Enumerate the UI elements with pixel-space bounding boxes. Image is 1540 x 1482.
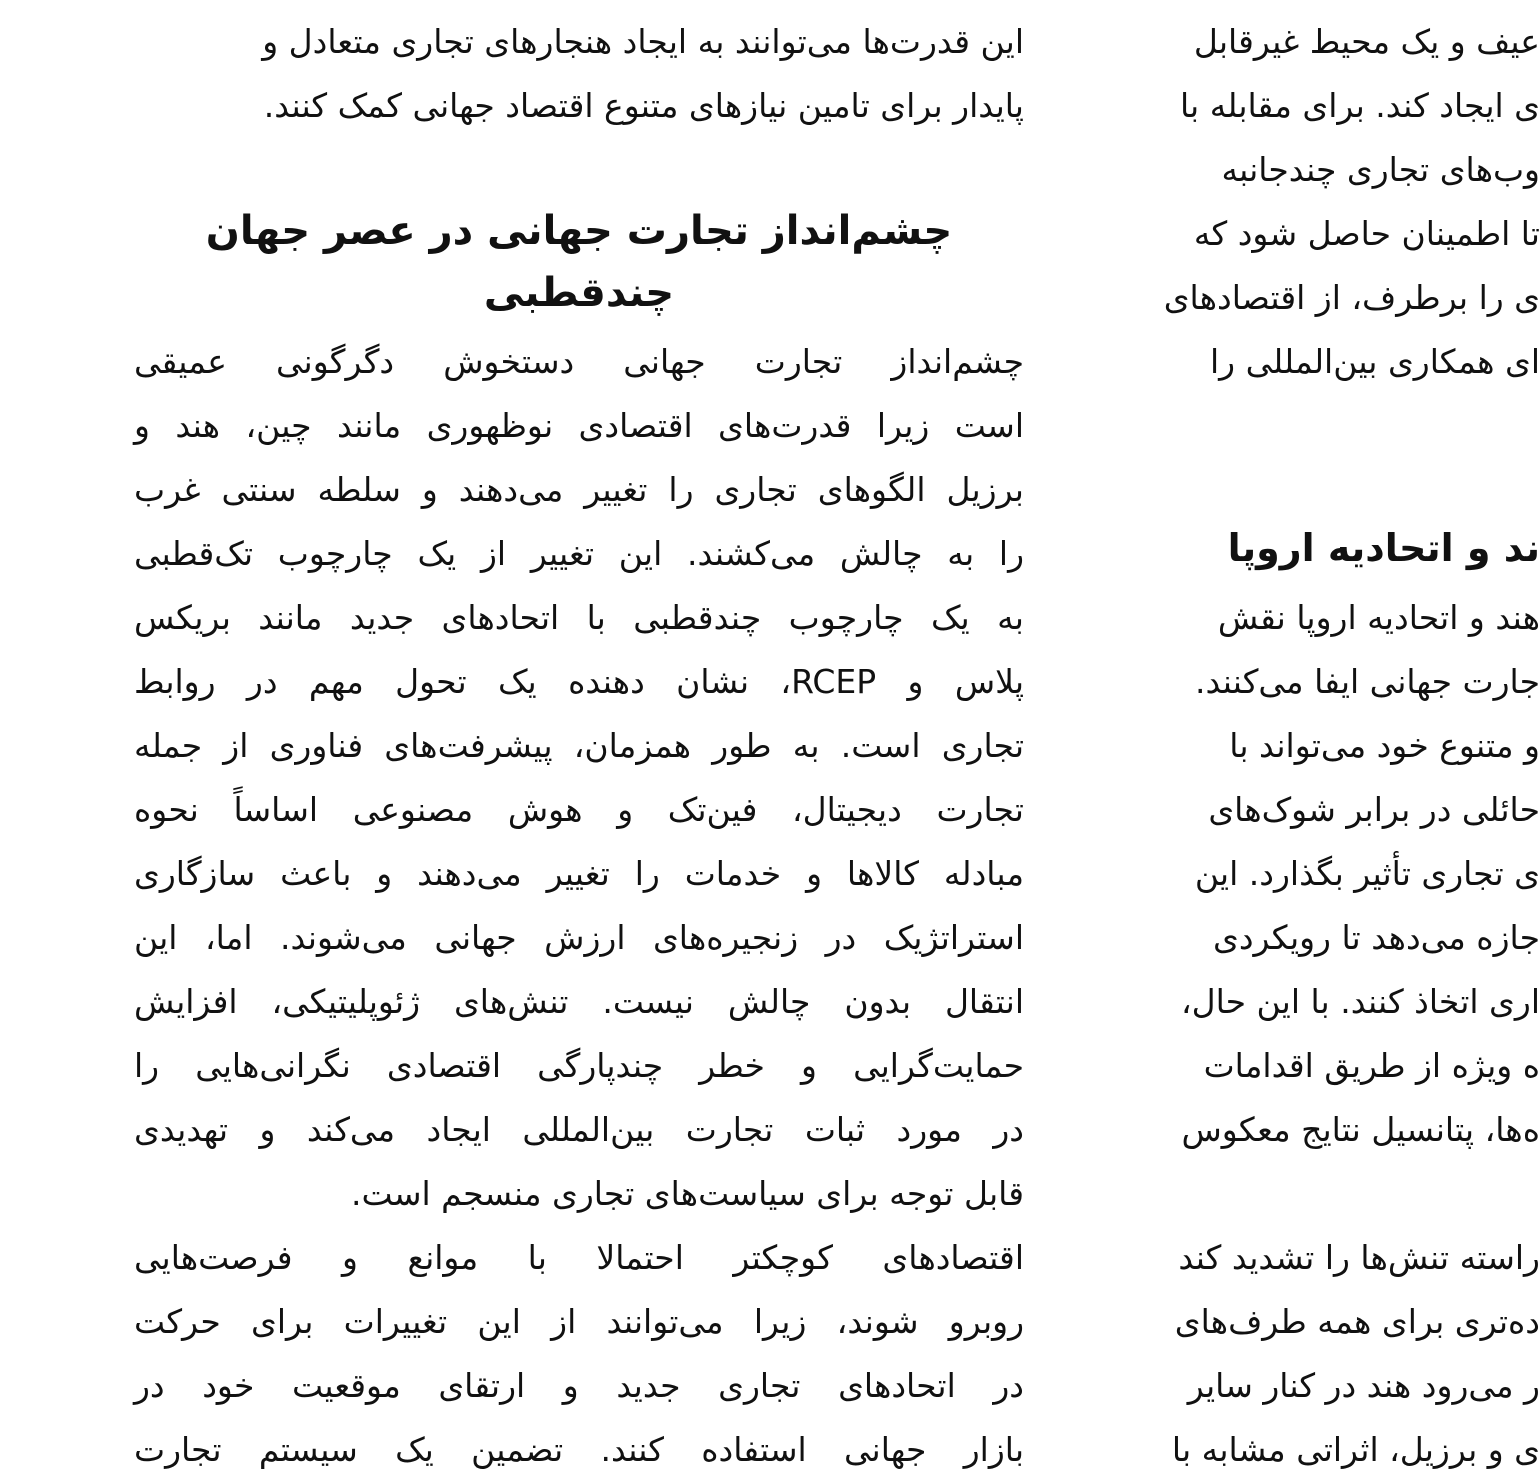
paragraph1-line: چشم‌انداز تجارت جهانی دستخوش دگرگونی عمیقی — [134, 342, 1024, 381]
paragraph2-line: بازار جهانی استفاده کنند. تضمین یک سیستم تجارت — [134, 1430, 1024, 1469]
paragraph1-line: حمایت‌گرایی و خطر چندپارگی اقتصادی نگرانی‌هایی را — [134, 1046, 1024, 1085]
intro-line-1: این قدرت‌ها می‌توانند به ایجاد هنجارهای تجاری متعادل و — [262, 22, 1024, 61]
side-mid-line: اری اتخاذ کنند. با این حال، — [1180, 982, 1540, 1021]
paragraph1-line: برزیل الگوهای تجاری را تغییر می‌دهند و سلطه سنتی غرب — [134, 470, 1024, 509]
side-mid-line: جازه می‌دهد تا رویکردی — [1212, 918, 1540, 957]
paragraph1-line: در مورد ثبات تجارت بین‌المللی ایجاد می‌کند و تهدیدی — [134, 1110, 1024, 1149]
section-heading-line-1: چشم‌انداز تجارت جهانی در عصر جهان — [205, 208, 953, 254]
side-top-line: ی را برطرف، از اقتصادهای — [1163, 278, 1540, 317]
paragraph2-line: اقتصادهای کوچکتر احتمالا با موانع و فرصت‌هایی — [134, 1238, 1024, 1277]
main-column — [134, 0, 1024, 1477]
paragraph1-line: مبادله کالاها و خدمات را تغییر می‌دهند و باعث سازگاری — [134, 854, 1024, 893]
paragraph1-line: به یک چارچوب چندقطبی با اتحادهای جدید مانند بریکس — [134, 598, 1024, 637]
paragraph1-line: پلاس و RCEP، نشان دهنده یک تحول مهم در روابط — [134, 662, 1025, 701]
side-bottom-line: ده‌تری برای همه طرف‌های — [1174, 1302, 1540, 1341]
side-mid-line: ه ویژه از طریق اقدامات — [1203, 1046, 1540, 1085]
side-bottom-line: ی و برزیل، اثراتی مشابه با — [1171, 1430, 1540, 1469]
paragraph1-line: را به چالش می‌کشند. این تغییر از یک چارچوب تک‌قطبی — [134, 534, 1024, 573]
section-heading-line-2: چندقطبی — [483, 270, 675, 316]
side-mid-line: حائلی در برابر شوک‌های — [1208, 790, 1540, 829]
paragraph1-line: تجاری است. به طور همزمان، پیشرفت‌های فناوری از جمله — [134, 726, 1024, 765]
side-top-line: عیف و یک محیط غیرقابل — [1193, 22, 1540, 61]
paragraph1-line: است زیرا قدرت‌های اقتصادی نوظهوری مانند چین، هند و — [134, 406, 1024, 445]
side-mid-line: ی تجاری تأثیر بگذارد. این — [1194, 854, 1540, 893]
paragraph2-line: روبرو شوند، زیرا می‌توانند از این تغییرات برای حرکت — [134, 1302, 1024, 1341]
side-mid-line: جارت جهانی ایفا می‌کنند. — [1194, 662, 1540, 701]
side-top-line: وب‌های تجاری چندجانبه — [1221, 150, 1540, 189]
side-section-heading: ند و اتحادیه اروپا — [1227, 526, 1540, 570]
side-column — [1100, 0, 1540, 1477]
side-bottom-line: ر می‌رود هند در کنار سایر — [1187, 1366, 1540, 1405]
paragraph1-line: استراتژیک در زنجیره‌های ارزش جهانی می‌شوند. اما، این — [134, 918, 1024, 957]
side-mid-line: هند و اتحادیه اروپا نقش — [1217, 598, 1540, 637]
side-mid-line: ه‌ها، پتانسیل نتایج معکوس — [1181, 1110, 1540, 1149]
side-top-line: تا اطمینان حاصل شود که — [1193, 214, 1540, 253]
side-bottom-line: راسته تنش‌ها را تشدید کند — [1178, 1238, 1540, 1277]
paragraph2-line: در اتحادهای تجاری جدید و ارتقای موقعیت خود در — [134, 1366, 1024, 1405]
side-top-line: ای همکاری بین‌المللی را — [1209, 342, 1540, 381]
paragraph1-line: تجارت دیجیتال، فین‌تک و هوش مصنوعی اساساً نحوه — [134, 790, 1024, 829]
side-mid-line: و متنوع خود می‌تواند با — [1229, 726, 1540, 765]
intro-line-2: پایدار برای تامین نیازهای متنوع اقتصاد جهانی کمک کنند. — [263, 86, 1024, 125]
paragraph1-line-last: قابل توجه برای سیاست‌های تجاری منسجم است. — [350, 1174, 1024, 1213]
side-top-line: ی ایجاد کند. برای مقابله با — [1179, 86, 1540, 125]
paragraph1-line: انتقال بدون چالش نیست. تنش‌های ژئوپلیتیکی، افزایش — [134, 982, 1024, 1021]
